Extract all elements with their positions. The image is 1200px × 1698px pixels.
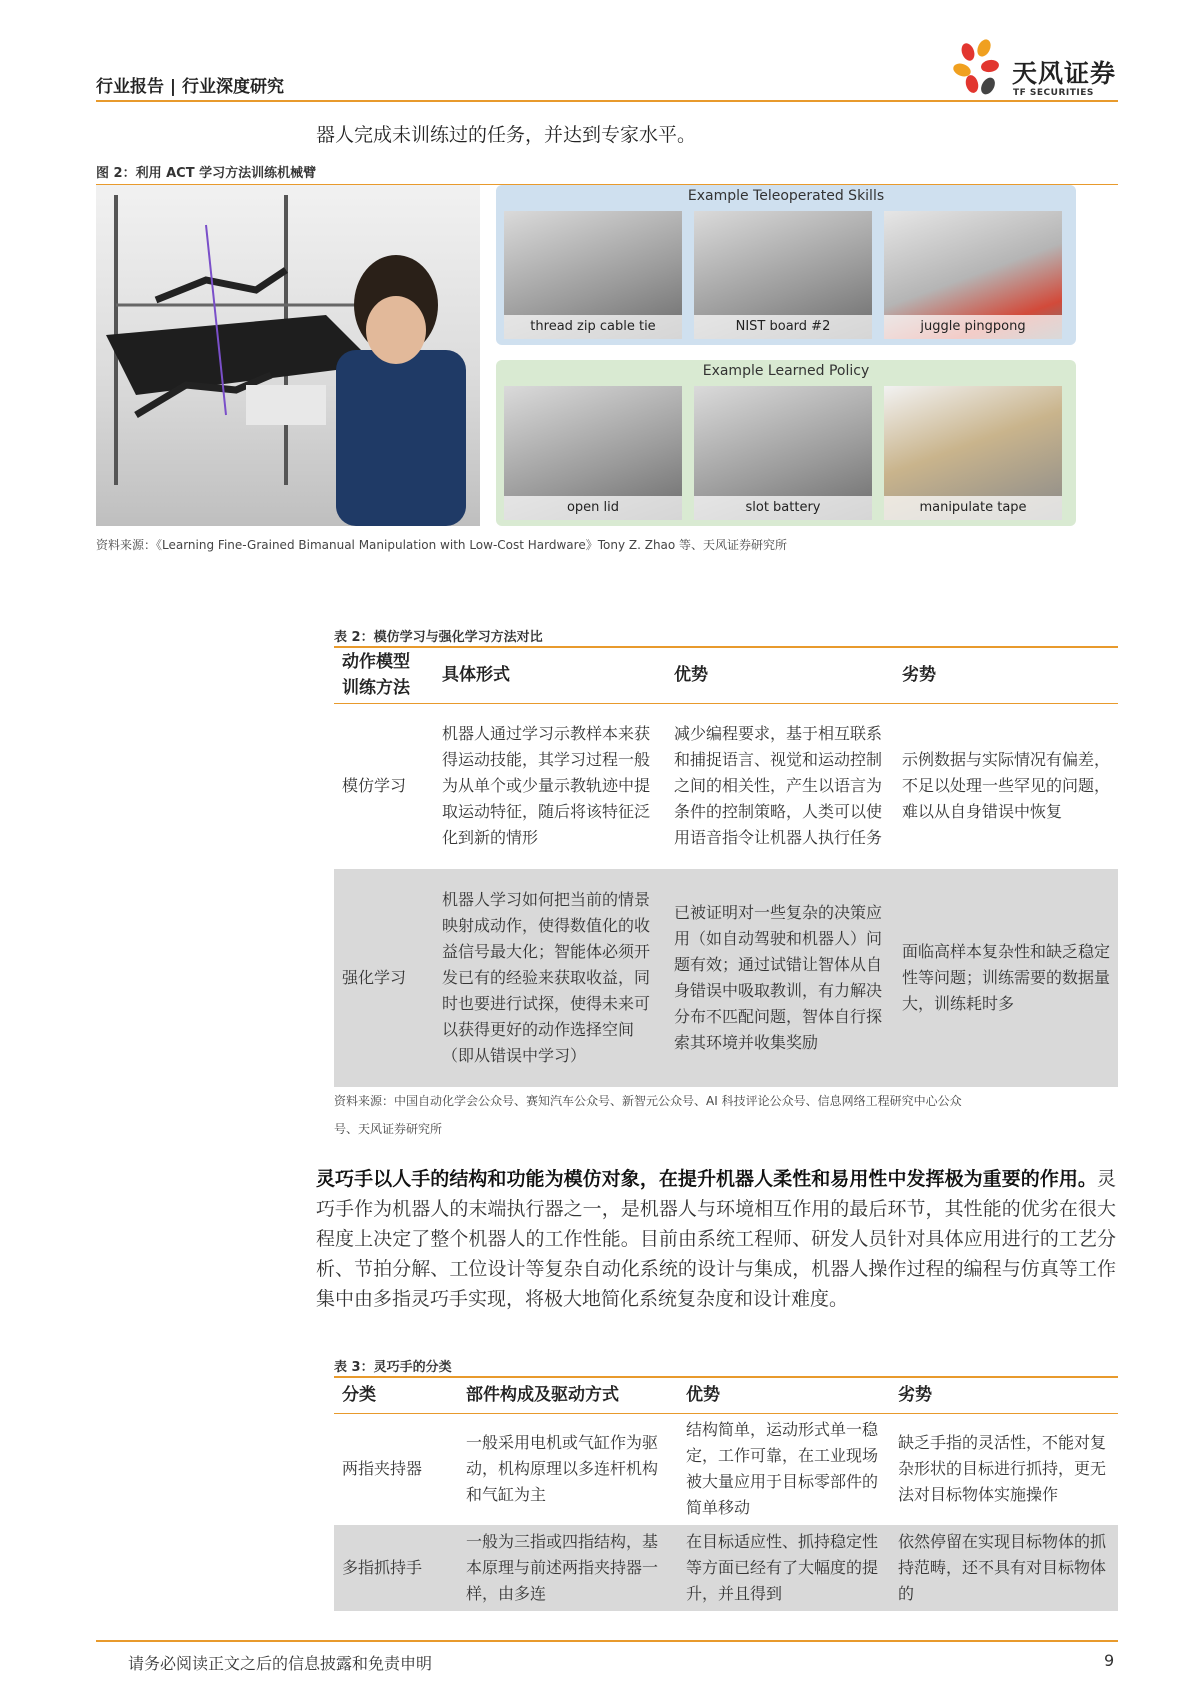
figure-caption: 图 2：利用 ACT 学习方法训练机械臂 (96, 166, 317, 181)
thumb-thread-zip (504, 211, 682, 339)
pros-cell: 在目标适应性、抓持稳定性等方面已经有了大幅度的提升，并且得到 (678, 1525, 890, 1611)
header-cell: 优势 (674, 665, 708, 686)
thumb-label: slot battery (694, 496, 872, 520)
flower-icon (951, 38, 999, 97)
thumb-juggle-pingpong (884, 211, 1062, 339)
table2 (334, 646, 1118, 1087)
table-row (334, 1525, 1118, 1611)
thumb-open-lid (504, 386, 682, 520)
thumb-label: thread zip cable tie (504, 315, 682, 339)
panel-title: Example Learned Policy (702, 363, 870, 379)
method-cell: 模仿学习 (342, 776, 407, 796)
thumb-nist-board (694, 211, 872, 339)
thumb-label: open lid (504, 496, 682, 520)
table2-source-line2: 号、天风证券研究所 (334, 1122, 443, 1136)
operator-photo (96, 185, 480, 526)
type-cell: 两指夹持器 (342, 1459, 423, 1479)
table-header-row (334, 647, 1118, 703)
thumb-label: juggle pingpong (884, 315, 1062, 339)
table3-caption: 表 3：灵巧手的分类 (334, 1360, 452, 1375)
thumb-label: manipulate tape (884, 496, 1062, 520)
table2-source-line1: 资料来源：中国自动化学会公众号、赛知汽车公众号、新智元公众号、AI 科技评论公众号、信息网络工程研究中心公众 (334, 1094, 962, 1108)
type-cell: 多指抓持手 (334, 1525, 458, 1611)
thumb-slot-battery (694, 386, 872, 520)
table-row (334, 1413, 1118, 1525)
pros-cell: 减少编程要求，基于相互联系和捕捉语言、视觉和运动控制之间的相关性，产生以语言为条件的控制策略，人类可以使用语音指令让机器人执行任务 (674, 724, 883, 848)
paragraph-text: 灵巧手作为机器人的末端执行器之一，是机器人与环境相互作用的最后环节，其性能的优劣在很大程度上决定了整个机器人的工作性能。目前由系统工程师、研发人员针对具体应用进行的工艺分析、节拍分解、工位设计等复杂自动化系统的设计与集成，机器人操作过程的编程与仿真等工作集中由多指灵巧手实现，将极大地简化系统复杂度和设计难度。 (316, 1168, 1116, 1310)
parts-cell: 一般采用电机或气缸作为驱动，机构原理以多连杆机构和气缸为主 (466, 1433, 659, 1505)
continuation-text: 器人完成未训练过的任务，并达到专家水平。 (316, 124, 697, 146)
table2-caption: 表 2：模仿学习与强化学习方法对比 (334, 630, 543, 645)
cons-cell: 示例数据与实际情况有偏差，不足以处理一些罕见的问题，难以从自身错误中恢复 (902, 750, 1111, 822)
body-paragraph (316, 1164, 1116, 1314)
method-cell: 强化学习 (334, 869, 434, 1087)
logo-text-cn: 天风证券 (1012, 59, 1117, 88)
header-cell: 劣势 (898, 1385, 932, 1406)
header-cell: 动作模型训练方法 (342, 652, 410, 699)
report-category: 行业报告 | 行业深度研究 (96, 77, 285, 97)
cons-cell: 依然停留在实现目标物体的抓持范畴，还不具有对目标物体的 (890, 1525, 1118, 1611)
table3 (334, 1376, 1118, 1611)
footer-rule (96, 1640, 1118, 1642)
cons-cell: 缺乏手指的灵活性，不能对复杂形状的目标进行抓持，更无法对目标物体实施操作 (898, 1433, 1107, 1505)
pros-cell: 已被证明对一些复杂的决策应用（如自动驾驶和机器人）问题有效；通过试错让智体从自身错误中吸取教训，有力解决分布不匹配问题，智体自行探索其环境并收集奖励 (666, 869, 894, 1087)
page-number: 9 (1104, 1651, 1115, 1670)
cons-cell: 面临高样本复杂性和缺乏稳定性等问题；训练需要的数据量大，训练耗时多 (894, 869, 1118, 1087)
form-cell: 机器人学习如何把当前的情景映射成动作，使得数值化的收益信号最大化；智能体必须开发已有的经验来获取收益，同时也要进行试探，使得未来可以获得更好的动作选择空间（即从错误中学习） (434, 869, 666, 1087)
pros-cell: 结构简单，运动形式单一稳定，工作可靠，在工业现场被大量应用于目标零部件的简单移动 (686, 1420, 879, 1518)
logo-text-en: TF SECURITIES (1013, 88, 1094, 98)
header-cell: 优势 (686, 1385, 720, 1406)
figure-source: 资料来源：《Learning Fine-Grained Bimanual Manipulation with Low-Cost Hardware》Tony Z. Zhao 等、天风证券研究所 (96, 538, 788, 552)
paragraph-lead: 灵巧手以人手的结构和功能为模仿对象，在提升机器人柔性和易用性中发挥极为重要的作用。 (316, 1168, 1097, 1190)
table-row (334, 703, 1118, 869)
thumb-manipulate-tape (884, 386, 1062, 520)
learned-policy-panel (496, 360, 1076, 526)
footer-disclaimer: 请务必阅读正文之后的信息披露和免责申明 (128, 1654, 433, 1673)
parts-cell: 一般为三指或四指结构，基本原理与前述两指夹持器一样，由多连 (458, 1525, 678, 1611)
header-rule (96, 100, 1118, 102)
header-cell: 分类 (342, 1385, 376, 1406)
teleoperated-skills-panel (496, 185, 1076, 345)
header-cell: 部件构成及驱动方式 (466, 1385, 619, 1406)
table-header-row (334, 1377, 1118, 1413)
panel-title: Example Teleoperated Skills (687, 188, 885, 204)
form-cell: 机器人通过学习示教样本来获得运动技能，其学习过程一般为从单个或少量示教轨迹中提取运动特征，随后将该特征泛化到新的情形 (442, 724, 651, 848)
thumb-label: NIST board #2 (694, 315, 872, 339)
header-cell: 具体形式 (442, 665, 510, 686)
header-cell: 劣势 (902, 665, 936, 686)
table-row (334, 869, 1118, 1087)
